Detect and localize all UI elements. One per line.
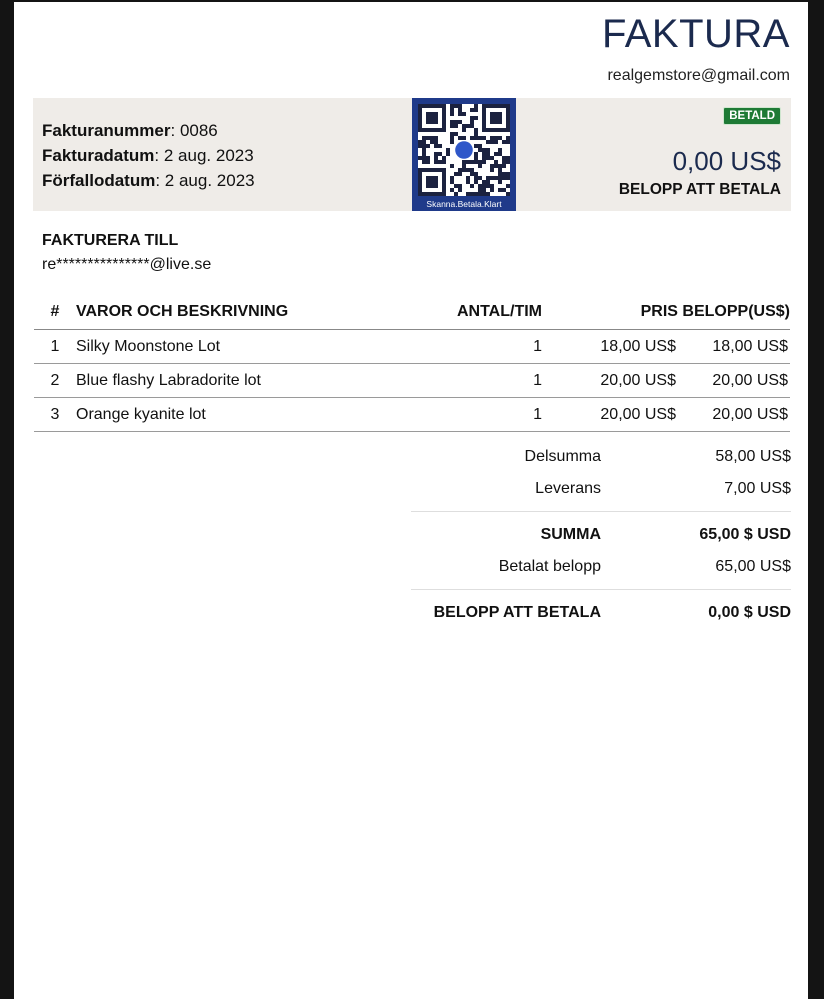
row-description: Silky Moonstone Lot	[76, 330, 402, 364]
paid-label: Betalat belopp	[498, 558, 601, 575]
table-header-row	[34, 294, 790, 330]
table-row	[34, 364, 790, 398]
row-amount: 20,00 US$	[676, 364, 790, 398]
total-row	[411, 518, 791, 550]
column-header-number: #	[34, 294, 76, 330]
subtotal-value: 58,00 US$	[715, 448, 791, 465]
invoice-summary-band	[33, 98, 791, 211]
balance-due-row	[411, 596, 791, 628]
totals-section	[411, 440, 791, 628]
shipping-row	[411, 472, 791, 504]
column-header-quantity: ANTAL/TIM	[402, 294, 556, 330]
totals-divider	[411, 511, 791, 512]
table-row	[34, 398, 790, 432]
paid-value: 65,00 US$	[715, 558, 791, 575]
invoice-number-line: Fakturanummer: 0086	[42, 121, 218, 140]
row-description: Blue flashy Labradorite lot	[76, 364, 402, 398]
total-label: SUMMA	[540, 526, 601, 543]
invoice-page	[14, 2, 808, 999]
subtotal-row	[411, 440, 791, 472]
invoice-date-line: Fakturadatum: 2 aug. 2023	[42, 146, 254, 165]
qr-caption: Skanna.Betala.Klart	[426, 199, 502, 209]
shipping-label: Leverans	[535, 480, 601, 497]
invoice-meta	[42, 118, 255, 193]
amount-due-value: 0,00 US$	[672, 146, 781, 176]
column-header-price-amount	[556, 294, 790, 330]
amount-due-label: BELOPP ATT BETALA	[618, 181, 781, 198]
row-number: 2	[34, 364, 76, 398]
invoice-number-label: Fakturanummer	[42, 121, 171, 140]
paid-status-badge: BETALD	[723, 107, 781, 125]
row-price: 18,00 US$	[556, 330, 676, 364]
column-header-description: VAROR OCH BESKRIVNING	[76, 294, 402, 330]
row-amount: 18,00 US$	[676, 330, 790, 364]
line-items-table	[34, 294, 790, 432]
due-date: 2 aug. 2023	[164, 171, 255, 190]
due-date-label: Förfallodatum	[42, 171, 156, 190]
row-amount: 20,00 US$	[676, 398, 790, 432]
seller-email: realgemstore@gmail.com	[607, 67, 790, 84]
payment-qr-code[interactable]	[412, 98, 516, 211]
row-description: Orange kyanite lot	[76, 398, 402, 432]
bill-to-email: re***************@live.se	[42, 256, 212, 273]
table-row	[34, 330, 790, 364]
paid-row	[411, 550, 791, 582]
invoice-date: 2 aug. 2023	[163, 146, 254, 165]
shipping-value: 7,00 US$	[724, 480, 791, 497]
column-header-amount: BELOPP(US$)	[682, 302, 790, 320]
due-date-line: Förfallodatum: 2 aug. 2023	[42, 171, 255, 190]
invoice-number: 0086	[179, 121, 218, 140]
invoice-title: FAKTURA	[602, 12, 790, 56]
row-price: 20,00 US$	[556, 364, 676, 398]
invoice-date-label: Fakturadatum	[42, 146, 155, 165]
totals-divider	[411, 589, 791, 590]
column-header-price: PRIS	[640, 302, 678, 320]
row-quantity: 1	[402, 364, 556, 398]
row-number: 1	[34, 330, 76, 364]
row-quantity: 1	[402, 330, 556, 364]
balance-due-label: BELOPP ATT BETALA	[433, 604, 601, 621]
row-number: 3	[34, 398, 76, 432]
subtotal-label: Delsumma	[524, 448, 601, 465]
row-quantity: 1	[402, 398, 556, 432]
total-value: 65,00 $ USD	[699, 526, 791, 543]
bill-to-heading: FAKTURERA TILL	[42, 232, 179, 249]
qr-code-icon	[418, 104, 510, 196]
balance-due-value: 0,00 $ USD	[708, 604, 791, 621]
row-price: 20,00 US$	[556, 398, 676, 432]
